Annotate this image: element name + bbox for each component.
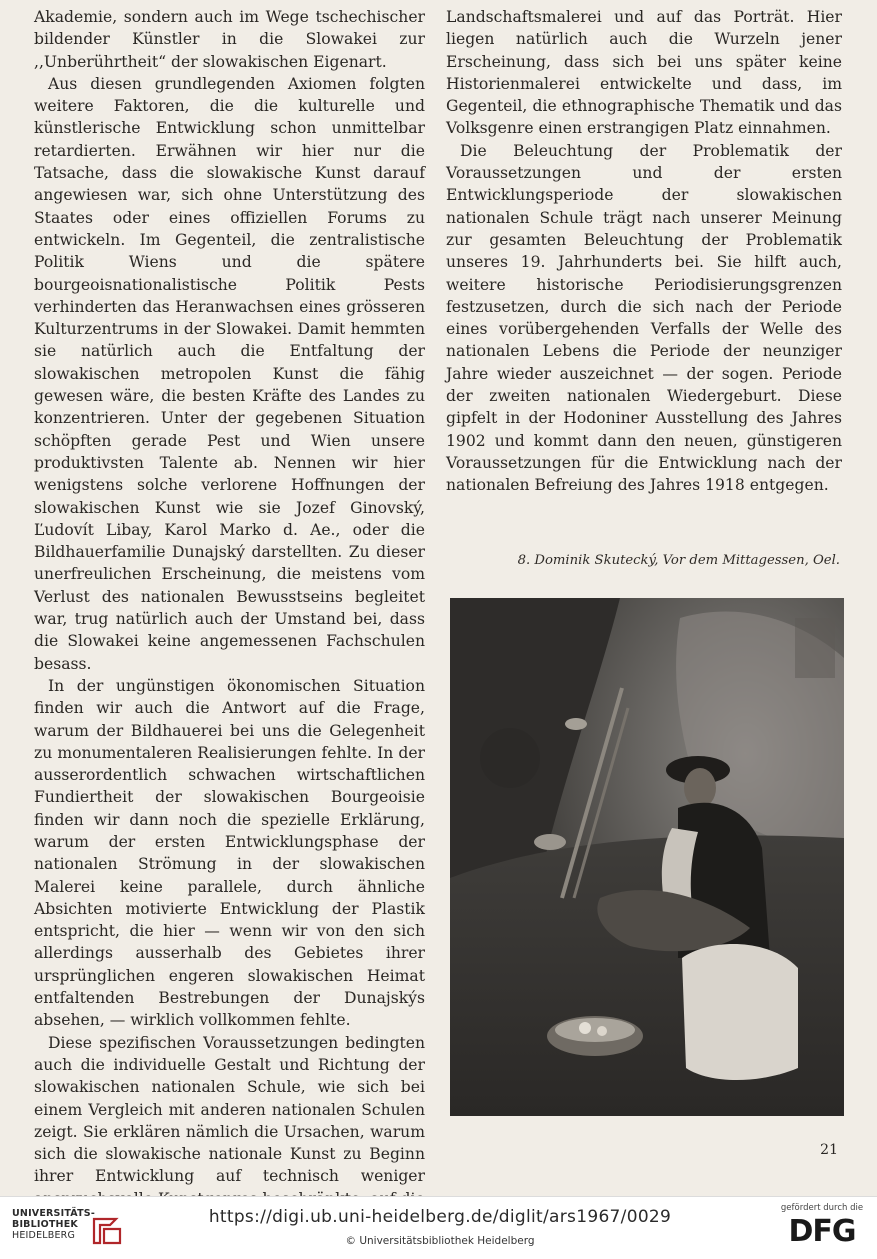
- permalink-url[interactable]: https://digi.ub.uni-heidelberg.de/diglit/ars1967/0029: [208, 1207, 672, 1227]
- painting-reproduction: [450, 598, 844, 1116]
- paragraph: Akademie, sondern auch im Wege tschechischer bildender Künstler in die Slowakei zur ,,Unberührtheit“ der slowakischen Eigenart.: [34, 8, 425, 71]
- dfg-funding-logo[interactable]: [778, 1203, 866, 1255]
- figure-caption: 8. Dominik Skutecký, Vor dem Mittagessen, Oel.: [517, 553, 840, 568]
- library-name-line: BIBLIOTHEK: [12, 1218, 78, 1230]
- left-text-column: [34, 6, 425, 1210]
- copyright-notice: © Universitätsbibliothek Heidelberg: [345, 1235, 535, 1247]
- library-name-line: HEIDELBERG: [12, 1229, 76, 1241]
- painting-image: [450, 598, 844, 1116]
- paragraph: Aus diesen grundlegenden Axiomen folgten weitere Faktoren, die die kulturelle und künstlerische Entwicklung schon unmittelbar retardierten. Erwähnen wir hier nur die Tatsache, dass die slowakische Kunst darauf angewiesen war, sich ohne Unterstützung des Staates oder eines offiziellen Forums zu entwickeln. Im Gegenteil, die zentralistische Politik Wiens und die spätere bourgeoisnationalistische Politik Pests verhinderten das Heranwachsen eines grösseren Kulturzentrums in der Slowakei. Damit hemmten sie natürlich auch die Entfaltung der slowakischen metropolen Kunst die fähig gewesen wäre, die besten Kräfte des Landes zu konzentrieren. Unter der gegebenen Situation schöpften gerade Pest und Wien unsere produktivsten Talente ab. Nennen wir hier wenigstens solche verlorene Hoffnungen der slowakischen Kunst wie sie Jozef Ginovský, Ľudovít Libay, Karol Marko d. Ae., oder die Bildhauerfamilie Dunajský darstellten. Zu dieser unerfreulichen Erscheinung, die meistens vom Verlust des nationalen Bewusstseins begleitet war, trug natürlich auch der Umstand bei, dass die Slowakei keine angemessenen Fachschulen besass.: [34, 74, 425, 673]
- dfg-logo-text: DFG: [788, 1214, 856, 1249]
- library-name-line: UNIVERSITÄTS-: [12, 1208, 95, 1219]
- paragraph: Landschaftsmalerei und auf das Porträt. Hier liegen natürlich auch die Wurzeln jener Erscheinung, dass sich bei uns später keine Historienmalerei entwickelte und dass, im Gegenteil, die ethnographische Thematik und das Volksgenre einen erstrangigen Platz einnahmen.: [446, 8, 842, 138]
- paragraph: In der ungünstigen ökonomischen Situation finden wir auch die Antwort auf die Frage, warum der Bildhauerei bei uns die Gelegenheit zu monumentaleren Realisierungen fehlte. In der ausserordentlich schwachen wirtschaftlichen Fundiertheit der slowakischen Bourgeoisie finden wir dann noch die spezielle Erklärung, warum der ersten Entwicklungsphase der nationalen Strömung in der slowakischen Malerei keine parallele, durch ähnliche Absichten motivierte Entwicklung der Plastik entspricht, die hier — wenn wir von den sich allerdings ausserhalb des Gebietes ihrer ursprünglichen engeren slowakischen Heimat entfaltenden Bestrebungen der Dunajskýs absehen, — wirklich vollkommen fehlte.: [34, 676, 425, 1030]
- page-number: 21: [820, 1142, 838, 1158]
- paragraph: Diese spezifischen Voraussetzungen bedingten auch die individuelle Gestalt und Richtung der slowakischen nationalen Schule, wie sich bei einem Vergleich mit anderen nationalen Schulen zeigt. Sie erklären nämlich die Ursachen, warum sich die slowakische nationale Kunst zu Beginn ihrer Entwicklung auf technisch weniger: [34, 1033, 425, 1186]
- paragraph: Die Beleuchtung der Problematik der Voraussetzungen und der ersten Entwicklungsperiode der slowakischen nationalen Schule trägt nach unserer Meinung zur gesamten Beleuchtung der Problematik unseres 19. Jahrhunderts bei. Sie hilft auch, weitere historische Periodisierungsgrenzen festzusetzen, durch die sich nach der Periode eines vorübergehenden Verfalls der Welle des nationalen Lebens die Periode der neunziger Jahre wieder auszeichnet — der sogen. Periode der zweiten nationalen Wiedergeburt. Diese gipfelt in der Hodoniner Ausstellung des Jahres 1902 und kommt dann den neuen, günstigeren Voraussetzungen für die Entwicklung nach der nationalen Befreiung des Jahres 1918 entgegen.: [446, 141, 842, 495]
- library-emblem-icon: [90, 1213, 124, 1247]
- right-text-column: [446, 6, 842, 497]
- viewer-footer: [0, 1196, 877, 1259]
- funding-note: gefördert durch die: [780, 1203, 864, 1213]
- library-logo[interactable]: [12, 1209, 124, 1249]
